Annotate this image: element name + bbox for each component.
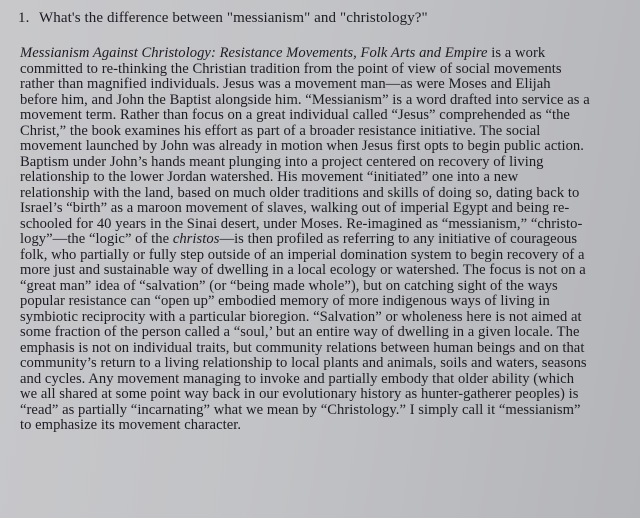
question-text: What's the difference between "messianism" and "christology?": [39, 10, 428, 26]
paragraph-line: “great man” idea of “salvation” (or “being made whole”), but on catching sight of the ways: [20, 277, 558, 294]
paragraph-line: popular resistance can “open up” embodied memory of more indigenous ways of living in: [20, 293, 550, 309]
paragraph-line: relationship with the land, based on much older traditions and skills of doing so, dating back to: [20, 184, 580, 201]
paragraph-line: before him, and John the Baptist alongside him. “Messianism” is a word drafted into service as a: [20, 91, 590, 108]
paragraph-line: folk, who partially or fully step outside of an imperial domination system to begin recovery of a: [20, 246, 585, 263]
paragraph-line: movement launched by John was already in motion when Jesus first opts to begin public action.: [20, 138, 584, 154]
paragraph-line: symbiotic reciprocity with a particular bioregion. “Salvation” or wholeness here is not aimed at: [20, 308, 582, 325]
line-text: —is then profiled as referring to any initiative of courageous: [219, 231, 578, 247]
paragraph-line: and cycles. Any movement managing to invoke and partially embody that older ability (which: [20, 370, 575, 387]
paragraph-line: Israel’s “birth” as a maroon movement of slaves, walking out of imperial Egypt and being re-: [20, 200, 570, 216]
line-text: logy”—the “logic” of the: [20, 231, 173, 247]
paragraph-line: emphasis is not on individual traits, but community relations between human beings and on that: [20, 339, 585, 356]
paragraph-line: rather than magnified individuals. Jesus was a movement man—as were Moses and Elijah: [20, 76, 551, 92]
book-title: Messianism Against Christology: Resistance Movements, Folk Arts and Empire: [20, 45, 488, 61]
paragraph-line: “read” as partially “incarnating” what we mean by “Christology.” I simply call it “messianism”: [20, 401, 581, 418]
paragraph-line: community’s return to a living relationship to local plants and animals, soils and waters, seasons: [20, 355, 587, 371]
answer-paragraph: [20, 46, 620, 434]
question-number: 1.: [18, 10, 30, 26]
italic-term: christos: [172, 231, 220, 247]
paragraph-line: [20, 232, 620, 248]
paragraph-line: schooled for 40 years in the Sinai desert, under Moses. Re-imagined as “messianism,” “christo-: [20, 215, 583, 232]
paragraph-line: to emphasize its movement character.: [20, 417, 242, 433]
paragraph-line: Baptism under John’s hands meant plunging into a project centered on recovery of living: [20, 153, 544, 170]
paragraph-line: movement term. Rather than focus on a great individual called “Jesus” comprehended as “the: [20, 107, 570, 123]
paragraph-line: more just and sustainable way of dwelling in a local ecology or watershed. The focus is not on a: [20, 262, 586, 278]
paragraph-line: [20, 46, 620, 62]
paragraph-line: committed to re-thinking the Christian tradition from the point of view of social movements: [20, 60, 562, 77]
paragraph-line: we all shared at some point way back in our evolutionary history as hunter-gatherer peoples) is: [20, 386, 579, 402]
paragraph-line: some fraction of the person called a “soul,’ but an entire way of dwelling in a given locale. The: [20, 324, 580, 340]
paragraph-line: relationship to the lower Jordan watershed. His movement “initiated” one into a new: [20, 169, 519, 185]
paragraph-line: Christ,” the book examines his effort as part of a broader resistance initiative. The social: [20, 122, 541, 139]
question-heading: [18, 8, 428, 28]
line-text: is a work: [487, 45, 546, 61]
